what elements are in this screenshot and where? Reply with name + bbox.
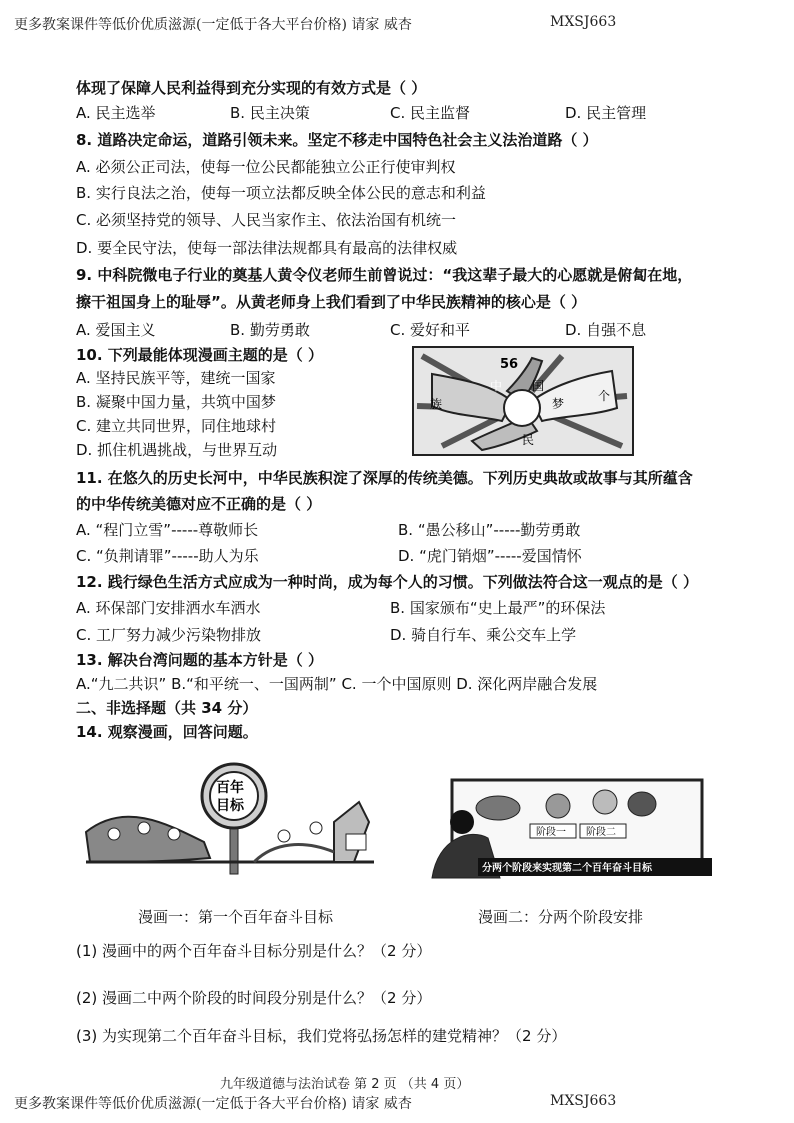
cartoon-label-ge: 个 [598,389,611,403]
q12-option-d[interactable]: D. 骑自行车、乘公交车上学 [390,626,577,644]
subquestion-3: (3) 为实现第二个百年奋斗目标，我们党将弘扬怎样的建党精神？（2 分） [76,1027,567,1045]
subquestion-1: (1) 漫画中的两个百年奋斗目标分别是什么？（2 分） [76,942,432,960]
q8-option-b[interactable]: B. 实行良法之治，使每一项立法都反映全体公民的意志和利益 [76,184,486,202]
q7-option-b[interactable]: B. 民主决策 [230,104,310,122]
q10-stem: 10. 下列最能体现漫画主题的是（ ） [76,346,324,364]
q13-options[interactable]: A.“九二共识” B.“和平统一、一国两制” C. 一个中国原则 D. 深化两岸融合发展 [76,675,598,693]
q12-option-b[interactable]: B. 国家颁布“史上最严”的环保法 [390,599,606,617]
banner-text: 更多教案课件等低价优质滋源(一定低于各大平台价格) 请家 威杏 [14,17,412,33]
q7-option-d[interactable]: D. 民主管理 [565,104,647,122]
sign-line2: 目标 [216,798,244,814]
q11-option-d[interactable]: D. “虎门销烟”-----爱国情怀 [398,547,582,565]
hands-cartoon [412,346,634,456]
q12-option-c[interactable]: C. 工厂努力减少污染物排放 [76,626,262,644]
cartoon-label-min: 民 [522,433,535,447]
q9-stem-line2: 擦干祖国身上的耻辱”。从黄老师身上我们看到了中华民族精神的核心是（ ） [76,293,587,311]
q12-option-a[interactable]: A. 环保部门安排洒水车洒水 [76,599,261,617]
q10-option-b[interactable]: B. 凝聚中国力量，共筑中国梦 [76,393,276,411]
cartoon-two-banner: 分两个阶段来实现第二个百年奋斗目标 [482,863,652,874]
banner-code: MXSJ663 [550,14,617,30]
q8-option-c[interactable]: C. 必须坚持党的领导、人民当家作主、依法治国有机统一 [76,211,457,229]
cartoon-label-guo: 国 [532,379,545,393]
q10-option-c[interactable]: C. 建立共同世界，同住地球村 [76,417,277,435]
q10-option-a[interactable]: A. 坚持民族平等，建统一国家 [76,369,276,387]
q12-stem: 12. 践行绿色生活方式应成为一种时尚，成为每个人的习惯。下列做法符合这一观点的是（ ） [76,573,699,591]
banner-text-bottom: 更多教案课件等低价优质滋源(一定低于各大平台价格) 请家 威杏 [14,1096,412,1112]
q7-option-a[interactable]: A. 民主选举 [76,104,156,122]
q8-option-a[interactable]: A. 必须公正司法，使每一位公民都能独立公正行使审判权 [76,158,456,176]
bottom-banner [14,1093,617,1113]
q7-stem: 体现了保障人民利益得到充分实现的有效方式是（ ） [76,79,427,97]
q8-stem: 8. 道路决定命运，道路引领未来。坚定不移走中国特色社会主义法治道路（ ） [76,131,598,149]
sign-line1: 百年 [216,780,244,796]
q11-option-c[interactable]: C. “负荆请罪”-----助人为乐 [76,547,259,565]
stage-two-label: 阶段二 [586,827,616,838]
cartoon-two-caption: 漫画二：分两个阶段安排 [478,908,644,926]
section-title: 二、非选择题（共 34 分） [76,699,258,717]
top-banner [14,14,617,34]
q11-stem-line1: 11. 在悠久的历史长河中，中华民族积淀了深厚的传统美德。下列历史典故或故事与其所蕴含 [76,469,693,487]
q9-stem-line1: 9. 中科院微电子行业的奠基人黄令仪老师生前曾说过：“我这辈子最大的心愿就是俯匐在地， [76,266,693,284]
q11-stem-line2: 的中华传统美德对应不正确的是（ ） [76,495,322,513]
page-footer: 九年级道德与法治试卷 第 2 页 （共 4 页） [220,1077,470,1092]
q9-option-a[interactable]: A. 爱国主义 [76,321,156,339]
q11-option-a[interactable]: A. “程门立雪”-----尊敬师长 [76,521,259,539]
q10-option-d[interactable]: D. 抓住机遇挑战，与世界互动 [76,441,278,459]
q11-option-b[interactable]: B. “愚公移山”-----勤劳勇敢 [398,521,581,539]
cartoon-label-zhong: 中 [490,379,503,393]
cartoon-label-56: 56 [500,357,519,372]
q9-option-b[interactable]: B. 勤劳勇敢 [230,321,310,339]
q14-stem: 14. 观察漫画，回答问题。 [76,723,258,741]
q13-stem: 13. 解决台湾问题的基本方针是（ ） [76,651,324,669]
cartoon-one-caption: 漫画一：第一个百年奋斗目标 [138,908,334,926]
cartoon-two [430,778,712,880]
banner-code-bottom: MXSJ663 [550,1093,617,1109]
cartoon-one [84,762,384,878]
cartoon-label-zu: 族 [430,397,443,411]
cartoon-label-meng: 梦 [552,397,565,411]
q9-option-d[interactable]: D. 自强不息 [565,321,647,339]
subquestion-2: (2) 漫画二中两个阶段的时间段分别是什么？（2 分） [76,989,432,1007]
q7-option-c[interactable]: C. 民主监督 [390,104,471,122]
stage-one-label: 阶段一 [536,827,566,838]
q9-option-c[interactable]: C. 爱好和平 [390,321,471,339]
q8-option-d[interactable]: D. 要全民守法，使每一部法律法规都具有最高的法律权威 [76,239,458,257]
